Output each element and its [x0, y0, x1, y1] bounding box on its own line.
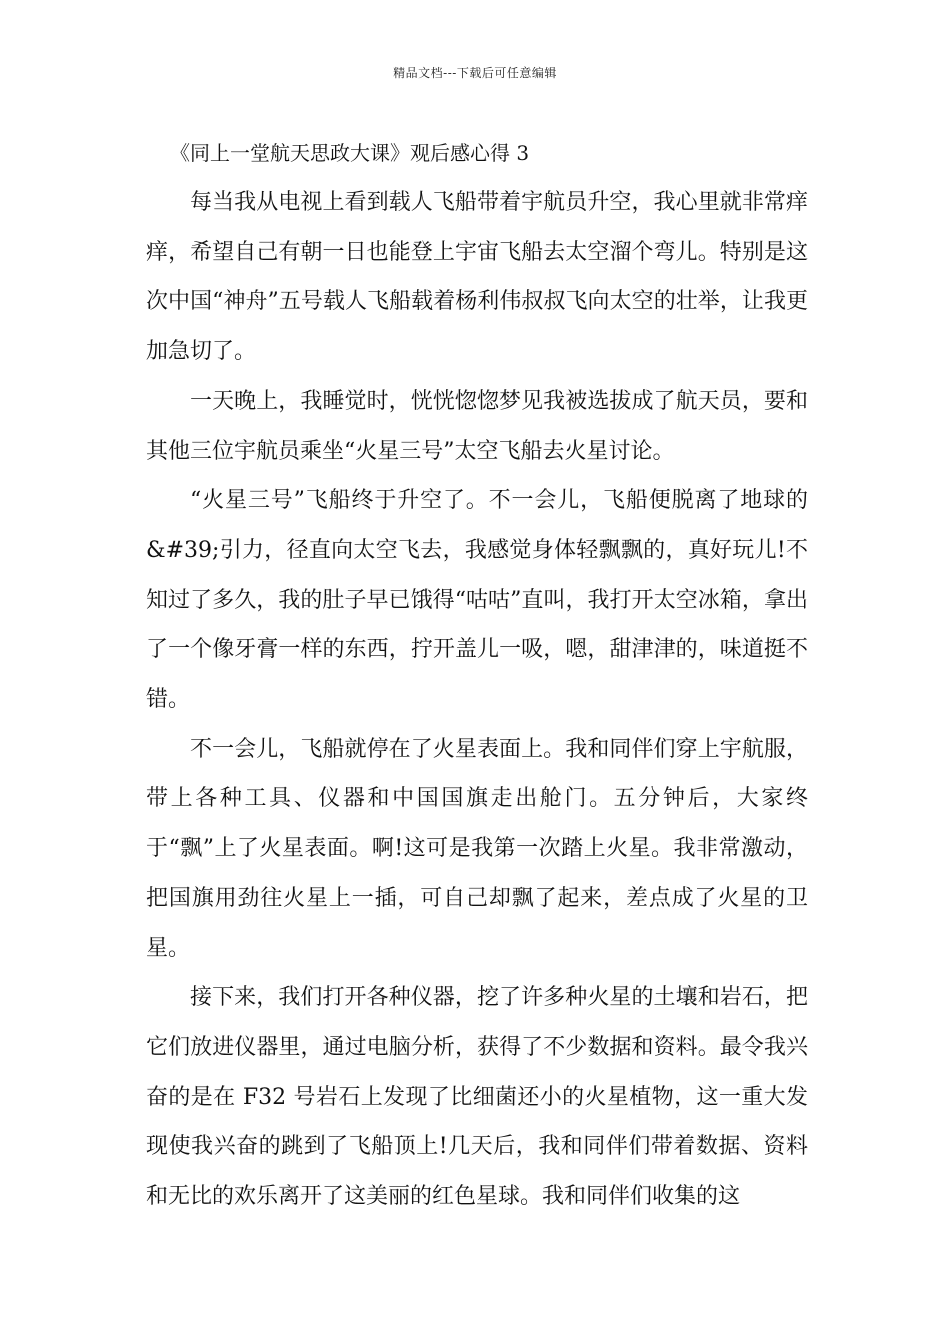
paragraph: “火星三号”飞船终于升空了。不一会儿，飞船便脱离了地球的&#39;引力，径直向太空飞去，我感觉身体轻飘飘的，真好玩儿!不知过了多久，我的肚子早已饿得“咕咕”直叫，我打开太空冰箱，拿出了一个像牙膏一样的东西，拧开盖儿一吸，嗯，甜津津的，味道挺不错。: [146, 488, 809, 713]
document-body: [146, 178, 808, 1222]
paragraph: 接下来，我们打开各种仪器，挖了许多种火星的土壤和岩石，把它们放进仪器里，通过电脑分析，获得了不少数据和资料。最令我兴奋的是在 F32 号岩石上发现了比细菌还小的火星植物，这一重大发现使我兴奋的跳到了飞船顶上!几天后，我和同伴们带着数据、资料和无比的欢乐离开了这美丽的红色星球。我和同伴们收集的这: [146, 985, 808, 1210]
paragraph: 一天晚上，我睡觉时，恍恍惚惚梦见我被选拔成了航天员，要和其他三位宇航员乘坐“火星三号”太空飞船去火星讨论。: [146, 388, 808, 464]
document-title: 《同上一堂航天思政大课》观后感心得 3: [170, 141, 530, 165]
page-header: 精品文档---下载后可任意编辑: [393, 66, 557, 80]
paragraph: 每当我从电视上看到载人飞船带着宇航员升空，我心里就非常痒痒，希望自己有朝一日也能登上宇宙飞船去太空溜个弯儿。特别是这次中国“神舟”五号载人飞船载着杨利伟叔叔飞向太空的壮举，让我更加急切了。: [146, 190, 808, 365]
paragraph: 不一会儿，飞船就停在了火星表面上。我和同伴们穿上宇航服，带上各种工具、仪器和中国国旗走出舱门。五分钟后，大家终于“飘”上了火星表面。啊!这可是我第一次踏上火星。我非常激动，把国旗用劲往火星上一插，可自己却飘了起来，差点成了火星的卫星。: [146, 736, 808, 961]
